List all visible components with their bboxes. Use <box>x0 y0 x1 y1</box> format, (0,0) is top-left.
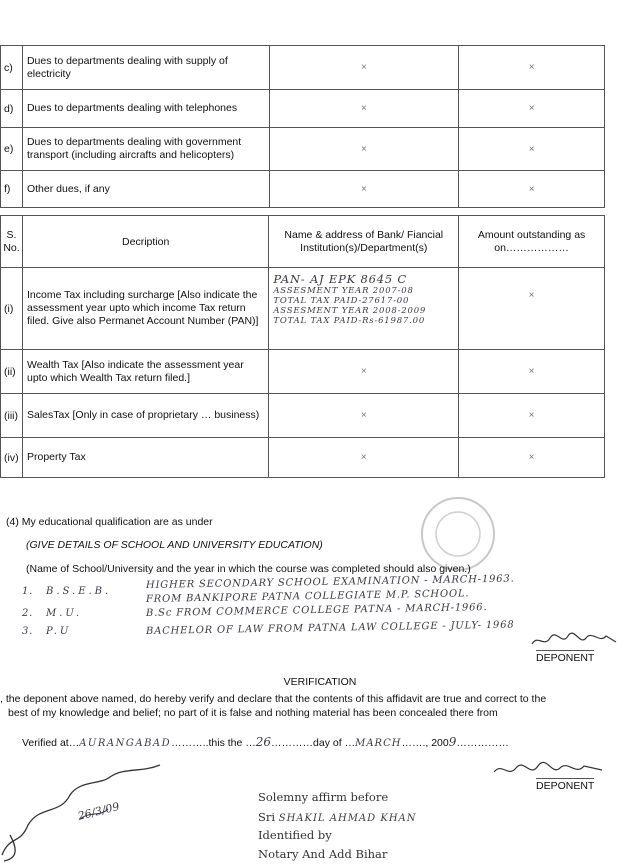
verification-text-line2: best of my knowledge and belief; no part of it is false and nothing material has been concealed there from <box>8 707 498 719</box>
education-note: (Name of School/University and the year in which the course was completed should also given.) <box>26 563 471 575</box>
cross-mark: × <box>269 394 459 438</box>
day-of-label: …………day of … <box>271 737 356 749</box>
cross-mark: × <box>269 46 459 90</box>
cross-mark: × <box>459 350 605 394</box>
sri-label: Sri <box>258 810 276 824</box>
table-row <box>1 394 605 438</box>
row-description: SalesTax [Only in case of proprietary … business) <box>22 394 268 438</box>
verified-year-digit: 9 <box>448 735 457 749</box>
entry-number: 2. <box>22 608 34 619</box>
deponent-label-2: DEPONENT <box>536 780 595 792</box>
notary-seal-stamp <box>418 494 498 574</box>
row-description: Dues to departments dealing with supply of electricity <box>22 46 269 90</box>
deponent-signature <box>528 630 620 650</box>
cross-mark: × <box>269 90 459 128</box>
header-bank: Name & address of Bank/ Fiancial Institution(s)/Department(s) <box>269 216 459 268</box>
cross-mark: × <box>459 438 605 478</box>
header-sno: S. No. <box>1 216 23 268</box>
table-row <box>1 350 605 394</box>
entry-degree: M.U. <box>46 608 83 619</box>
row-description: Dues to departments dealing with telephones <box>22 90 269 128</box>
dues-table <box>0 45 605 208</box>
pan-number: PAN- AJ EPK 8645 C <box>273 272 408 286</box>
row-label: c) <box>1 46 23 90</box>
header-row <box>1 216 605 268</box>
affirm-line1: Solemny affirm before <box>258 790 389 804</box>
education-heading: (4) My educational qualification are as under <box>6 516 213 528</box>
cross-mark: × <box>269 171 459 208</box>
cross-mark: × <box>269 350 459 394</box>
entry-detail: HIGHER SECONDARY SCHOOL EXAMINATION - MARCH-1963. <box>145 573 515 591</box>
cross-mark: × <box>459 90 605 128</box>
handwritten-tax-details <box>269 268 459 350</box>
header-amount: Amount outstanding as on……………… <box>459 216 605 268</box>
total-tax-2: TOTAL TAX PAID-Rs-61987.00 <box>273 316 426 326</box>
verified-line <box>22 735 509 749</box>
entry-degree: P.U <box>46 626 72 637</box>
entry-degree: B.S.E.B. <box>46 586 112 597</box>
assessment-year-2: ASSESMENT YEAR 2008-2009 <box>273 306 427 316</box>
table-row <box>1 171 605 208</box>
entry-number: 3. <box>22 626 34 637</box>
row-label: (iii) <box>1 394 23 438</box>
sri-name: SHAKIL AHMAD KHAN <box>278 813 417 824</box>
table-row <box>1 438 605 478</box>
row-label: (i) <box>1 268 23 350</box>
row-description: Property Tax <box>22 438 268 478</box>
cross-mark: × <box>459 268 605 350</box>
year-prefix: ……., 200 <box>401 737 449 749</box>
deponent-label: DEPONENT <box>536 652 595 664</box>
row-label: (ii) <box>1 350 23 394</box>
verification-text-line1: , the deponent above named, do hereby verify and declare that the contents of this affidavit are true and correct to the <box>0 693 547 705</box>
affirm-identified: Identified by <box>258 828 332 842</box>
cross-mark: × <box>459 171 605 208</box>
education-subheading: (GIVE DETAILS OF SCHOOL AND UNIVERSITY EDUCATION) <box>26 539 323 551</box>
cross-mark: × <box>269 128 459 171</box>
table-row <box>1 128 605 171</box>
year-suffix: …………… <box>456 737 509 749</box>
row-label: f) <box>1 171 23 208</box>
entry-detail: B.Sc FROM COMMERCE COLLEGE PATNA - MARCH-1966. <box>145 602 488 619</box>
row-label: d) <box>1 90 23 128</box>
table-row <box>1 46 605 90</box>
this-the-label: ………..this the … <box>171 737 256 749</box>
row-description: Other dues, if any <box>22 171 269 208</box>
table-row <box>1 268 605 350</box>
row-label: e) <box>1 128 23 171</box>
table-row <box>1 90 605 128</box>
entry-detail: BACHELOR OF LAW FROM PATNA LAW COLLEGE - JULY- 1968 <box>145 619 515 637</box>
deponent-signature-2 <box>490 760 608 780</box>
entry-detail: FROM BANKIPORE PATNA COLLEGIATE M.P. SCHOOL. <box>145 588 470 605</box>
verified-day: 26 <box>255 735 272 749</box>
cross-mark: × <box>459 394 605 438</box>
entry-number: 1. <box>22 586 34 597</box>
row-description: Income Tax including surcharge [Also indicate the assessment year upto which income Tax return filed. Give also Permanet Account Number (PAN)] <box>22 268 268 350</box>
total-tax-1: TOTAL TAX PAID-27617-00 <box>273 296 410 306</box>
cross-mark: × <box>459 128 605 171</box>
row-label: (iv) <box>1 438 23 478</box>
row-description: Wealth Tax [Also indicate the assessment year upto which Wealth Tax return filed.] <box>22 350 268 394</box>
cross-mark: × <box>459 46 605 90</box>
affirm-sri-line <box>258 810 417 824</box>
header-description: Decription <box>22 216 268 268</box>
row-description: Dues to departments dealing with government transport (including aircrafts and helicopters) <box>22 128 269 171</box>
assessment-year-1: ASSESMENT YEAR 2007-08 <box>273 286 414 296</box>
verified-at-label: Verified at… <box>22 737 80 749</box>
notary-sign-date: 26/3/09 <box>76 799 121 823</box>
cross-mark: × <box>269 438 459 478</box>
affirm-notary: Notary And Add Bihar <box>258 847 388 861</box>
verified-place: AURANGABAD <box>79 738 172 749</box>
verified-month: MARCH <box>355 738 402 749</box>
verification-title: VERIFICATION <box>283 676 357 688</box>
tax-table <box>0 215 605 478</box>
